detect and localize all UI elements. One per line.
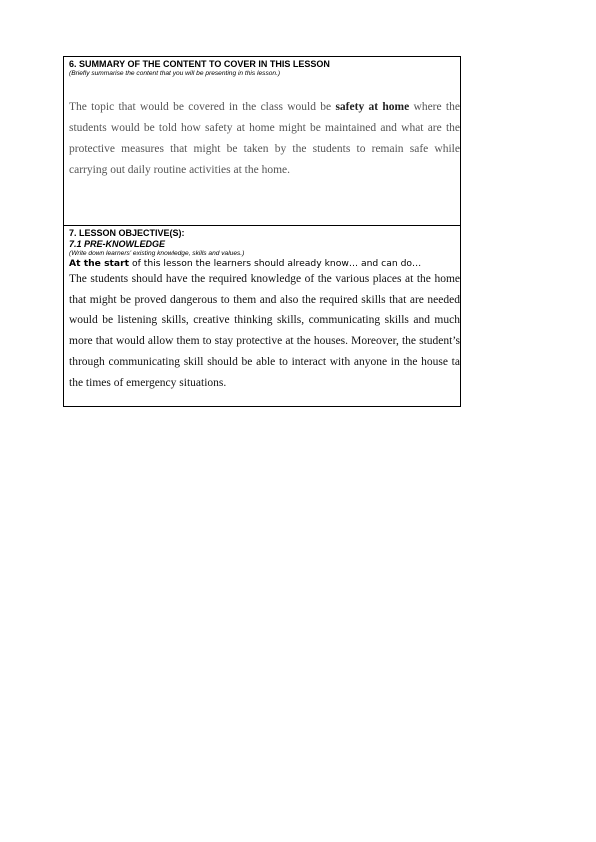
- summary-section: [64, 57, 460, 226]
- objectives-section: [64, 226, 460, 406]
- start-rest: of this lesson the learners should already know… and can do…: [129, 258, 422, 269]
- summary-topic: safety at home: [335, 101, 410, 113]
- pre-knowledge-text: The students should have the required knowledge of the various places at the home that might be proved dangerous to them and also the required skills that are needed would be listening skills, creative thinking skills, communicating skills and much more that would allow them to stay protective at the houses. Moreover, the student’s through communicating skill should be able to interact with anyone in the house ta the times of emergency situations.: [69, 273, 460, 389]
- summary-text-start: The topic that would be covered in the class would be: [69, 101, 336, 113]
- summary-text-end: where the students would be told how safety at home might be maintained and what are the protective measures that might be taken by the students to remain safe while carrying out daily routine activities at the home.: [69, 101, 460, 176]
- objectives-heading: 7. LESSON OBJECTIVE(S):: [69, 228, 185, 238]
- start-of-lesson-prompt: [69, 258, 460, 269]
- start-bold: At the start: [69, 258, 130, 269]
- pre-knowledge-instruction: (Write down learners' existing knowledge, skills and values.): [69, 250, 245, 257]
- lesson-plan-table: [63, 56, 461, 407]
- pre-knowledge-heading: 7.1 PRE-KNOWLEDGE: [69, 239, 166, 249]
- summary-heading: 6. SUMMARY OF THE CONTENT TO COVER IN THIS LESSON: [69, 59, 330, 69]
- summary-instruction: (Briefly summarise the content that you will be presenting in this lesson.): [69, 70, 281, 77]
- summary-text: [69, 97, 460, 181]
